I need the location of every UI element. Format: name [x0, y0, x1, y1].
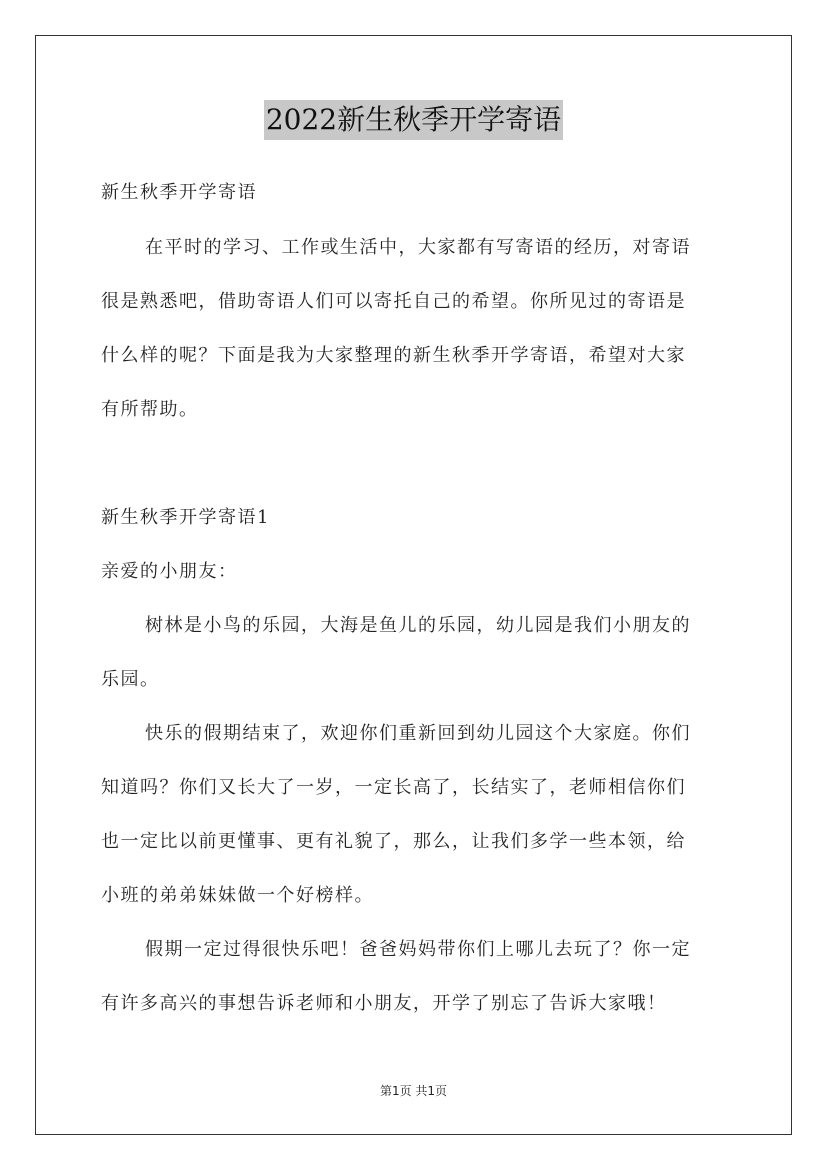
para1-line-2: 乐园。 [101, 669, 160, 690]
para2-line-4: 小班的弟弟妹妹做一个好榜样。 [101, 885, 374, 906]
para2-line-2: 知道吗？你们又长大了一岁，一定长高了，长结实了，老师相信你们 [101, 777, 686, 798]
title-container [0, 100, 827, 140]
intro-line-2: 很是熟悉吧，借助寄语人们可以寄托自己的希望。你所见过的寄语是 [101, 291, 686, 312]
intro-line-4: 有所帮助。 [101, 399, 199, 420]
para3-line-2: 有许多高兴的事想告诉老师和小朋友，开学了别忘了告诉大家哦！ [101, 993, 667, 1014]
intro-line-3: 什么样的呢？下面是我为大家整理的新生秋季开学寄语，希望对大家 [101, 345, 686, 366]
intro-line-1: 在平时的学习、工作或生活中，大家都有写寄语的经历，对寄语 [145, 237, 691, 258]
para2-line-3: 也一定比以前更懂事、更有礼貌了，那么，让我们多学一些本领，给 [101, 831, 686, 852]
section-heading: 新生秋季开学寄语 [101, 182, 257, 203]
para1-line-1: 树林是小鸟的乐园，大海是鱼儿的乐园，幼儿园是我们小朋友的 [145, 615, 691, 636]
para3-line-1: 假期一定过得很快乐吧！爸爸妈妈带你们上哪儿去玩了？你一定 [145, 939, 691, 960]
document-title: 2022新生秋季开学寄语 [264, 100, 563, 140]
page-footer: 第1页 共1页 [379, 1084, 448, 1098]
para2-line-1: 快乐的假期结束了，欢迎你们重新回到幼儿园这个大家庭。你们 [145, 723, 691, 744]
salutation: 亲爱的小朋友： [101, 561, 238, 582]
section-heading-1: 新生秋季开学寄语1 [101, 507, 270, 528]
